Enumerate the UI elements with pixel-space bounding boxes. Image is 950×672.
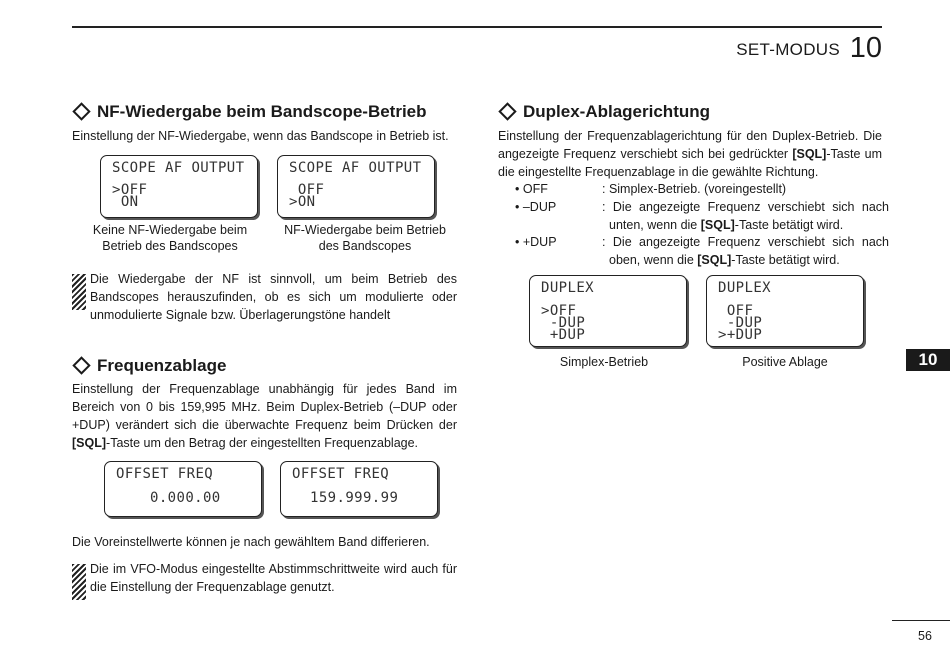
lcd-line-2: -DUP bbox=[718, 315, 763, 331]
bullet-desc-end: -Taste betätigt wird. bbox=[731, 253, 840, 267]
lcd-line-1: >OFF bbox=[112, 182, 148, 198]
lcd-line-1: OFF bbox=[289, 182, 325, 198]
bullet-desc-end: -Taste betätigt wird. bbox=[734, 218, 844, 232]
lcd-title: SCOPE AF OUTPUT bbox=[289, 160, 422, 176]
header-rule bbox=[72, 26, 882, 28]
lcd-offset-max bbox=[280, 461, 438, 517]
lcd-title: OFFSET FREQ bbox=[116, 466, 214, 482]
note-text: Die Wiedergabe der NF ist sinnvoll, um beim Betrieb des Bandscopes herauszufinden, ob es sich um modulierte oder unmodulierte Signale bzw. Überlagerungstöne handelt bbox=[90, 272, 457, 322]
lcd-line-1: OFF bbox=[718, 303, 754, 319]
heading-text: Duplex-Ablagerichtung bbox=[523, 102, 711, 121]
caption-positive: Positive Ablage bbox=[742, 355, 828, 369]
bullet-minus-dup-desc bbox=[602, 198, 889, 234]
heading-text: NF-Wiedergabe beim Bandscope-Betrieb bbox=[97, 102, 427, 121]
offset-intro bbox=[72, 380, 457, 452]
intro-text: Einstellung der Frequenzablage unabhängig für jedes Band im Bereich von 0 bis 159,995 MHz. Beim Duplex-Betrieb (–DUP oder +DUP) verändert sich die überwachte Frequenz beim Drücken der bbox=[72, 382, 457, 432]
nf-intro: Einstellung der NF-Wiedergabe, wenn das Bandscope in Betrieb ist. bbox=[72, 129, 449, 143]
lcd-line-3: >+DUP bbox=[718, 327, 763, 343]
sql-key: [SQL] bbox=[72, 436, 107, 450]
chapter-title: SET-MODUS bbox=[736, 40, 840, 59]
lcd-line-2: ON bbox=[112, 194, 139, 210]
bullet-minus-dup: • –DUP bbox=[515, 200, 557, 214]
footer-rule bbox=[892, 620, 950, 621]
lcd-line-3: +DUP bbox=[541, 327, 586, 343]
sql-key: [SQL] bbox=[792, 147, 827, 161]
page-number: 56 bbox=[918, 629, 932, 643]
lcd-title: DUPLEX bbox=[541, 280, 594, 296]
chapter-tab: 10 bbox=[906, 349, 950, 371]
lcd-scope-af-on bbox=[277, 155, 435, 218]
note-icon bbox=[72, 564, 86, 600]
lcd-duplex-plus bbox=[706, 275, 864, 347]
bullet-off-desc bbox=[602, 180, 882, 198]
lcd-value: 0.000.00 bbox=[150, 490, 221, 506]
note-icon bbox=[72, 274, 86, 310]
chapter-number: 10 bbox=[849, 32, 882, 64]
diamond-icon bbox=[498, 102, 516, 120]
note-nf bbox=[72, 270, 457, 326]
lcd-line-1: >OFF bbox=[541, 303, 577, 319]
section-heading-duplex bbox=[498, 102, 710, 122]
bullet-desc-text: : Die angezeigte Frequenz verschiebt sich nach oben, wenn die bbox=[602, 235, 889, 267]
caption-no-af: Keine NF-Wiedergabe beim Betrieb des Bandscopes bbox=[92, 223, 248, 253]
bullet-desc-text: : Simplex-Betrieb. (voreingestellt) bbox=[602, 182, 787, 196]
sql-key: [SQL] bbox=[700, 218, 735, 232]
intro-text-end: -Taste um die eingestellte Frequenzablage in die gewählte Richtung. bbox=[498, 147, 882, 179]
offset-defaults-text: Die Voreinstellwerte können je nach gewähltem Band differieren. bbox=[72, 535, 430, 549]
bullet-plus-dup-desc bbox=[602, 233, 889, 269]
lcd-scope-af-off bbox=[100, 155, 258, 218]
bullet-off: • OFF bbox=[515, 182, 548, 196]
section-heading-nf bbox=[72, 102, 427, 122]
diamond-icon bbox=[72, 356, 90, 374]
heading-text: Frequenzablage bbox=[97, 356, 227, 375]
lcd-line-2: -DUP bbox=[541, 315, 586, 331]
diamond-icon bbox=[72, 102, 90, 120]
lcd-offset-min bbox=[104, 461, 262, 517]
note-offset bbox=[72, 560, 457, 600]
intro-text-end: -Taste um den Betrag der eingestellten Frequenzablage. bbox=[106, 436, 419, 450]
lcd-title: DUPLEX bbox=[718, 280, 771, 296]
lcd-title: SCOPE AF OUTPUT bbox=[112, 160, 245, 176]
duplex-intro bbox=[498, 127, 882, 181]
lcd-duplex-off bbox=[529, 275, 687, 347]
caption-simplex: Simplex-Betrieb bbox=[559, 355, 649, 369]
note-text: Die im VFO-Modus eingestellte Abstimmschrittweite wird auch für die Einstellung der Frequenzablage genutzt. bbox=[90, 562, 457, 594]
section-heading-offset bbox=[72, 356, 226, 376]
bullet-desc-text: : Die angezeigte Frequenz verschiebt sich nach unten, wenn die bbox=[602, 200, 889, 232]
lcd-line-2: >ON bbox=[289, 194, 316, 210]
lcd-value: 159.999.99 bbox=[310, 490, 399, 506]
caption-af: NF-Wiedergabe beim Betrieb des Bandscopes bbox=[284, 223, 446, 253]
intro-text: Einstellung der Frequenzablagerichtung für den Duplex-Betrieb. Die angezeigte Frequenz verschiebt sich bei gedrückter bbox=[498, 129, 882, 161]
sql-key: [SQL] bbox=[697, 253, 732, 267]
bullet-plus-dup: • +DUP bbox=[515, 235, 557, 249]
lcd-title: OFFSET FREQ bbox=[292, 466, 390, 482]
